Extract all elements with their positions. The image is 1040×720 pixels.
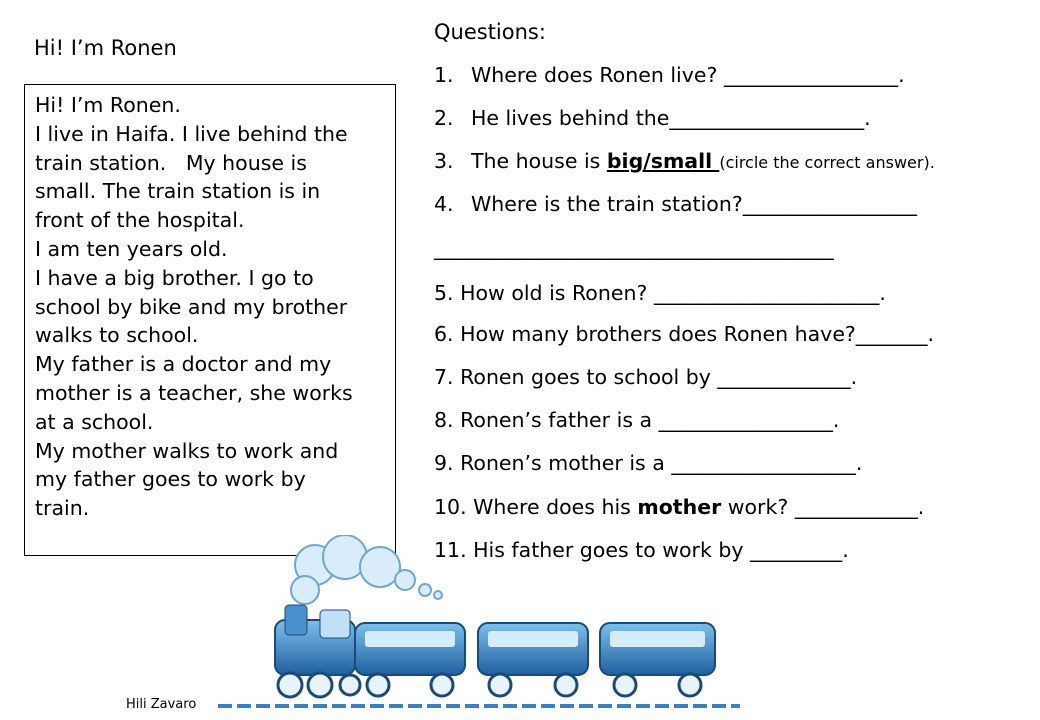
story-line: My father is a doctor and my (35, 352, 332, 377)
story-line: school by bike and my brother (35, 294, 348, 319)
story-line: small. The train station is in (35, 179, 321, 204)
question-11: 11. His father goes to work by _________. (434, 538, 849, 562)
question-number: 3. (434, 149, 454, 173)
train-illustration (200, 535, 760, 715)
train-car (478, 623, 588, 696)
smoke-cloud (291, 535, 442, 604)
question-3 (434, 149, 935, 173)
question-6: 6. How many brothers does Ronen have?_______. (434, 322, 935, 346)
story-line: train station. My house is (35, 150, 307, 175)
train-car (600, 623, 715, 696)
question-note: (circle the correct answer). (719, 153, 935, 172)
question-1 (434, 63, 905, 87)
question-10 (434, 495, 924, 519)
question-number: 4. (434, 192, 454, 216)
question-8: 8. Ronen’s father is a _________________. (434, 408, 840, 432)
question-text: He lives behind the___________________. (471, 106, 871, 130)
story-line: my father goes to work by (35, 467, 306, 492)
question-text: Where does Ronen live? _________________. (471, 63, 905, 87)
question-number: 1. (434, 63, 454, 87)
train-car (355, 623, 465, 696)
questions-heading: Questions: (434, 20, 546, 44)
question-text: work? ____________. (721, 495, 925, 519)
question-text: Where is the train station?_________________ (471, 192, 917, 216)
answer-choice: big/small (606, 149, 720, 173)
story-line: My mother walks to work and (35, 438, 339, 463)
story-line: walks to school. (35, 323, 199, 348)
story-line: mother is a teacher, she works (35, 380, 353, 405)
story-line: at a school. (35, 409, 154, 434)
answer-line: _______________________________________ (434, 236, 834, 260)
story-line: I am ten years old. (35, 236, 228, 261)
question-5: 5. How old is Ronen? ______________________. (434, 281, 886, 305)
question-text: 10. Where does his (434, 495, 638, 519)
question-text: The house is (471, 149, 607, 173)
story-box (24, 84, 396, 556)
story-line: front of the hospital. (35, 208, 245, 233)
story-line: I have a big brother. I go to (35, 265, 314, 290)
story-line: I live in Haifa. I live behind the (35, 121, 348, 146)
question-4 (434, 192, 917, 216)
question-7: 7. Ronen goes to school by _____________. (434, 365, 858, 389)
story-line: Hi! I’m Ronen. (35, 93, 181, 117)
question-2 (434, 106, 871, 130)
locomotive (275, 605, 360, 697)
emphasis-word: mother (637, 495, 722, 519)
page-title: Hi! I’m Ronen (34, 36, 177, 60)
question-9: 9. Ronen’s mother is a __________________. (434, 451, 863, 475)
author-credit: Hili Zavaro (126, 697, 197, 712)
question-number: 2. (434, 106, 454, 130)
story-line: train. (35, 496, 90, 521)
